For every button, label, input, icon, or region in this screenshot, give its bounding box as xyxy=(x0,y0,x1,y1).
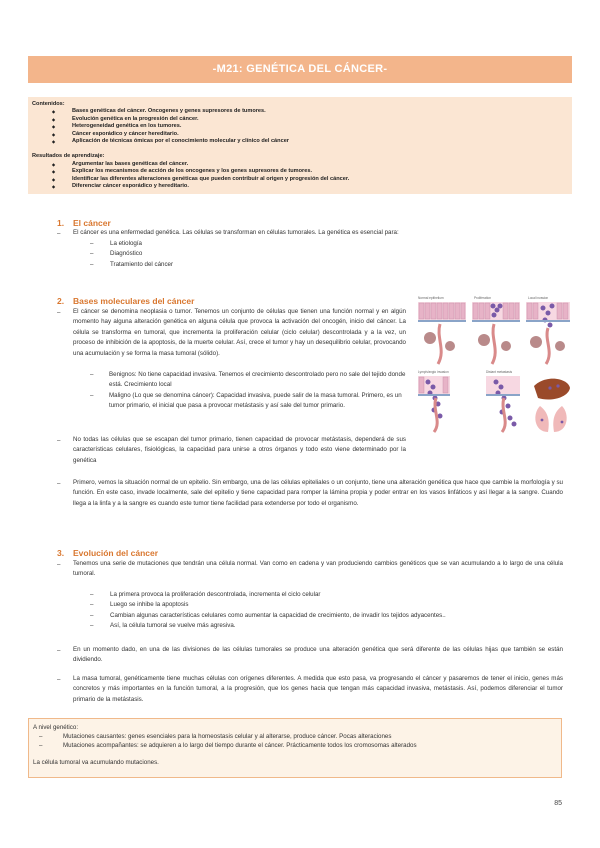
page-number: 85 xyxy=(554,800,562,807)
list-item: – Luego se inhibe la apoptosis xyxy=(90,600,560,610)
figure-label: Normal epithelium xyxy=(418,296,444,300)
outcomes-label: Resultados de aprendizaje: xyxy=(32,153,105,160)
paragraph: El cáncer es una enfermedad genética. Las células se transforman en células tumorales. La genética es esencial para: xyxy=(73,229,399,236)
list-item: ◆ Heterogeneidad genética en los tumores. xyxy=(32,123,568,130)
angio-invasion-panel xyxy=(418,376,450,432)
genetic-summary-box xyxy=(28,718,562,778)
page-title: -M21: GENÉTICA DEL CÁNCER- xyxy=(28,56,572,83)
normal-epithelium-panel xyxy=(418,302,466,364)
summary-box xyxy=(28,97,572,194)
dash-marker: – xyxy=(57,647,61,654)
list-item: – Benignos: No tiene capacidad invasiva. Tenemos el crecimiento descontrolado pero no sale del tejido donde está. Crecimiento local xyxy=(90,370,406,391)
local-invasion-panel xyxy=(526,302,570,364)
paragraph: El cáncer se denomina neoplasia o tumor. Tenemos un conjunto de células que tienen una función normal y en algún momento hay alguna alteración genética en alguna célula que provoca la activación del oncogén, inicio del cáncer. La célula se transforma en tumoral, que incrementa la proliferación celular (ciclo celular) descontrolada y a la vez, un proceso de inhibición de la apoptosis, de la muerte celular. Así, crece el tumor y hay un desequilibrio celular, provocando una acumulación y se forma la masa tumoral (sólido). xyxy=(73,308,406,357)
list-item: – La etiología xyxy=(90,239,390,249)
list-item: – Diagnóstico xyxy=(90,249,390,259)
list-item: ◆ Identificar las diferentes alteraciones genéticas que pueden contribuir al origen y progresión del cáncer. xyxy=(32,176,568,183)
paragraph: La masa tumoral, genéticamente tiene muchas células con orígenes diferentes. A medida que esto pasa, va progresando el cáncer y pasaremos de tener el inicio, genes más concretos y más importantes en la función tumoral, a la progresión, que los genes hacia que tengan más capacidad invasiva, metástasis. Así, podemos diferenciar el tumor primario de la metástasis. xyxy=(73,675,563,703)
dash-marker: – xyxy=(57,437,61,444)
list-item: ◆ Bases genéticas del cáncer. Oncogenes y genes supresores de tumores. xyxy=(32,108,568,115)
sub-list xyxy=(90,239,390,270)
list-item: ◆ Cáncer esporádico y cáncer hereditario. xyxy=(32,131,568,138)
paragraph: En un momento dado, en una de las divisiones de las células tumorales se produce una alteración genética que será diferente de las células hijas que también se están dividiendo. xyxy=(73,646,563,664)
list-item: – Mutaciones causantes: genes esenciales para la homeostasis celular y al alterarse, produce cáncer. Pocas alteraciones xyxy=(33,732,557,741)
figure-label: Distant metastasis xyxy=(486,370,513,374)
list-item: – Tratamiento del cáncer xyxy=(90,260,390,270)
figure-label: Proliferation xyxy=(474,296,492,300)
section-title: Evolución del cáncer xyxy=(73,548,159,558)
list-item: – Cambian algunas características celulares como aumentar la capacidad de crecimiento, de invadir los tejidos adyacentes.. xyxy=(90,611,560,621)
proliferation-panel xyxy=(472,302,520,364)
section-number: 2. xyxy=(57,296,65,306)
box-heading: A nivel genético: xyxy=(33,724,79,731)
contents-list xyxy=(32,108,568,145)
dash-marker: – xyxy=(57,230,61,237)
list-item: – Maligno (Lo que se denomina cáncer): Capacidad invasiva, puede salir de la masa tumoral. Primero, es un tumor primario, el inicial que pasa a provocar metástasis y así sale del tumor primario. xyxy=(90,391,406,412)
sub-list xyxy=(90,370,406,412)
section-number: 1. xyxy=(57,218,65,228)
dash-marker: – xyxy=(57,480,61,487)
list-item: ◆ Diferenciar cáncer esporádico y hereditario. xyxy=(32,183,568,190)
dash-marker: – xyxy=(57,309,61,316)
metastasis-panel xyxy=(486,376,570,432)
outcomes-list xyxy=(32,161,568,191)
cancer-progression-illustration xyxy=(416,294,572,434)
list-item: ◆ Explicar los mecanismos de acción de los oncogenes y los genes supresores de tumores. xyxy=(32,168,568,175)
figure-label: Lymph/angio invasion xyxy=(418,370,449,374)
box-closing: La célula tumoral va acumulando mutaciones. xyxy=(33,759,159,766)
dash-marker: – xyxy=(57,676,61,683)
sub-list xyxy=(90,590,560,632)
contents-label: Contenidos: xyxy=(32,101,65,107)
paragraph: Primero, vemos la situación normal de un epitelio. Sin embargo, una de las células epiteliales o un conjunto, tiene una alteración genética que hace que cambie la morfología y su función. En este caso, invade localmente, sale del epitelio y tiene capacidad para romper la lámina propia y poder entrar en los vasos linfáticos y así llegar a la sangre. Cuando llega a la linfa y a la sangre es cuando este tumor tiene facilidad para extenderse por todo el organismo. xyxy=(73,479,563,507)
paragraph: Tenemos una serie de mutaciones que tendrán una célula normal. Van como en cadena y van produciendo cambios genéticos que se van acumulando a lo largo de una célula tumoral. xyxy=(73,560,563,578)
list-item: ◆ Evolución genética en la progresión del cáncer. xyxy=(32,116,568,123)
figure-label: Local invasion xyxy=(528,296,549,300)
section-title: El cáncer xyxy=(73,218,111,228)
paragraph: No todas las células que se escapan del tumor primario, tienen capacidad de provocar metástasis, dependerá de sus características celulares, fisiológicas, la capacidad para unirse a otros órganos y todo esto viene determinado por la genética xyxy=(73,436,406,464)
section-number: 3. xyxy=(57,548,65,558)
list-item: ◆ Argumentar las bases genéticas del cáncer. xyxy=(32,161,568,168)
list-item: ◆ Aplicación de técnicas ómicas por el conocimiento molecular y clínico del cáncer xyxy=(32,138,568,145)
section-title: Bases moleculares del cáncer xyxy=(73,296,195,306)
list-item: – Así, la célula tumoral se vuelve más agresiva. xyxy=(90,621,560,631)
section-heading-1 xyxy=(57,218,111,228)
list-item: – Mutaciones acompañantes: se adquieren a lo largo del tiempo durante el cáncer. Prácticamente todos los cromosomas alterados xyxy=(33,741,557,750)
list-item: – La primera provoca la proliferación descontrolada, incrementa el ciclo celular xyxy=(90,590,560,600)
dash-marker: – xyxy=(57,561,61,568)
section-heading-2 xyxy=(57,296,194,306)
cancer-progression-figure xyxy=(416,294,572,434)
section-heading-3 xyxy=(57,548,158,558)
